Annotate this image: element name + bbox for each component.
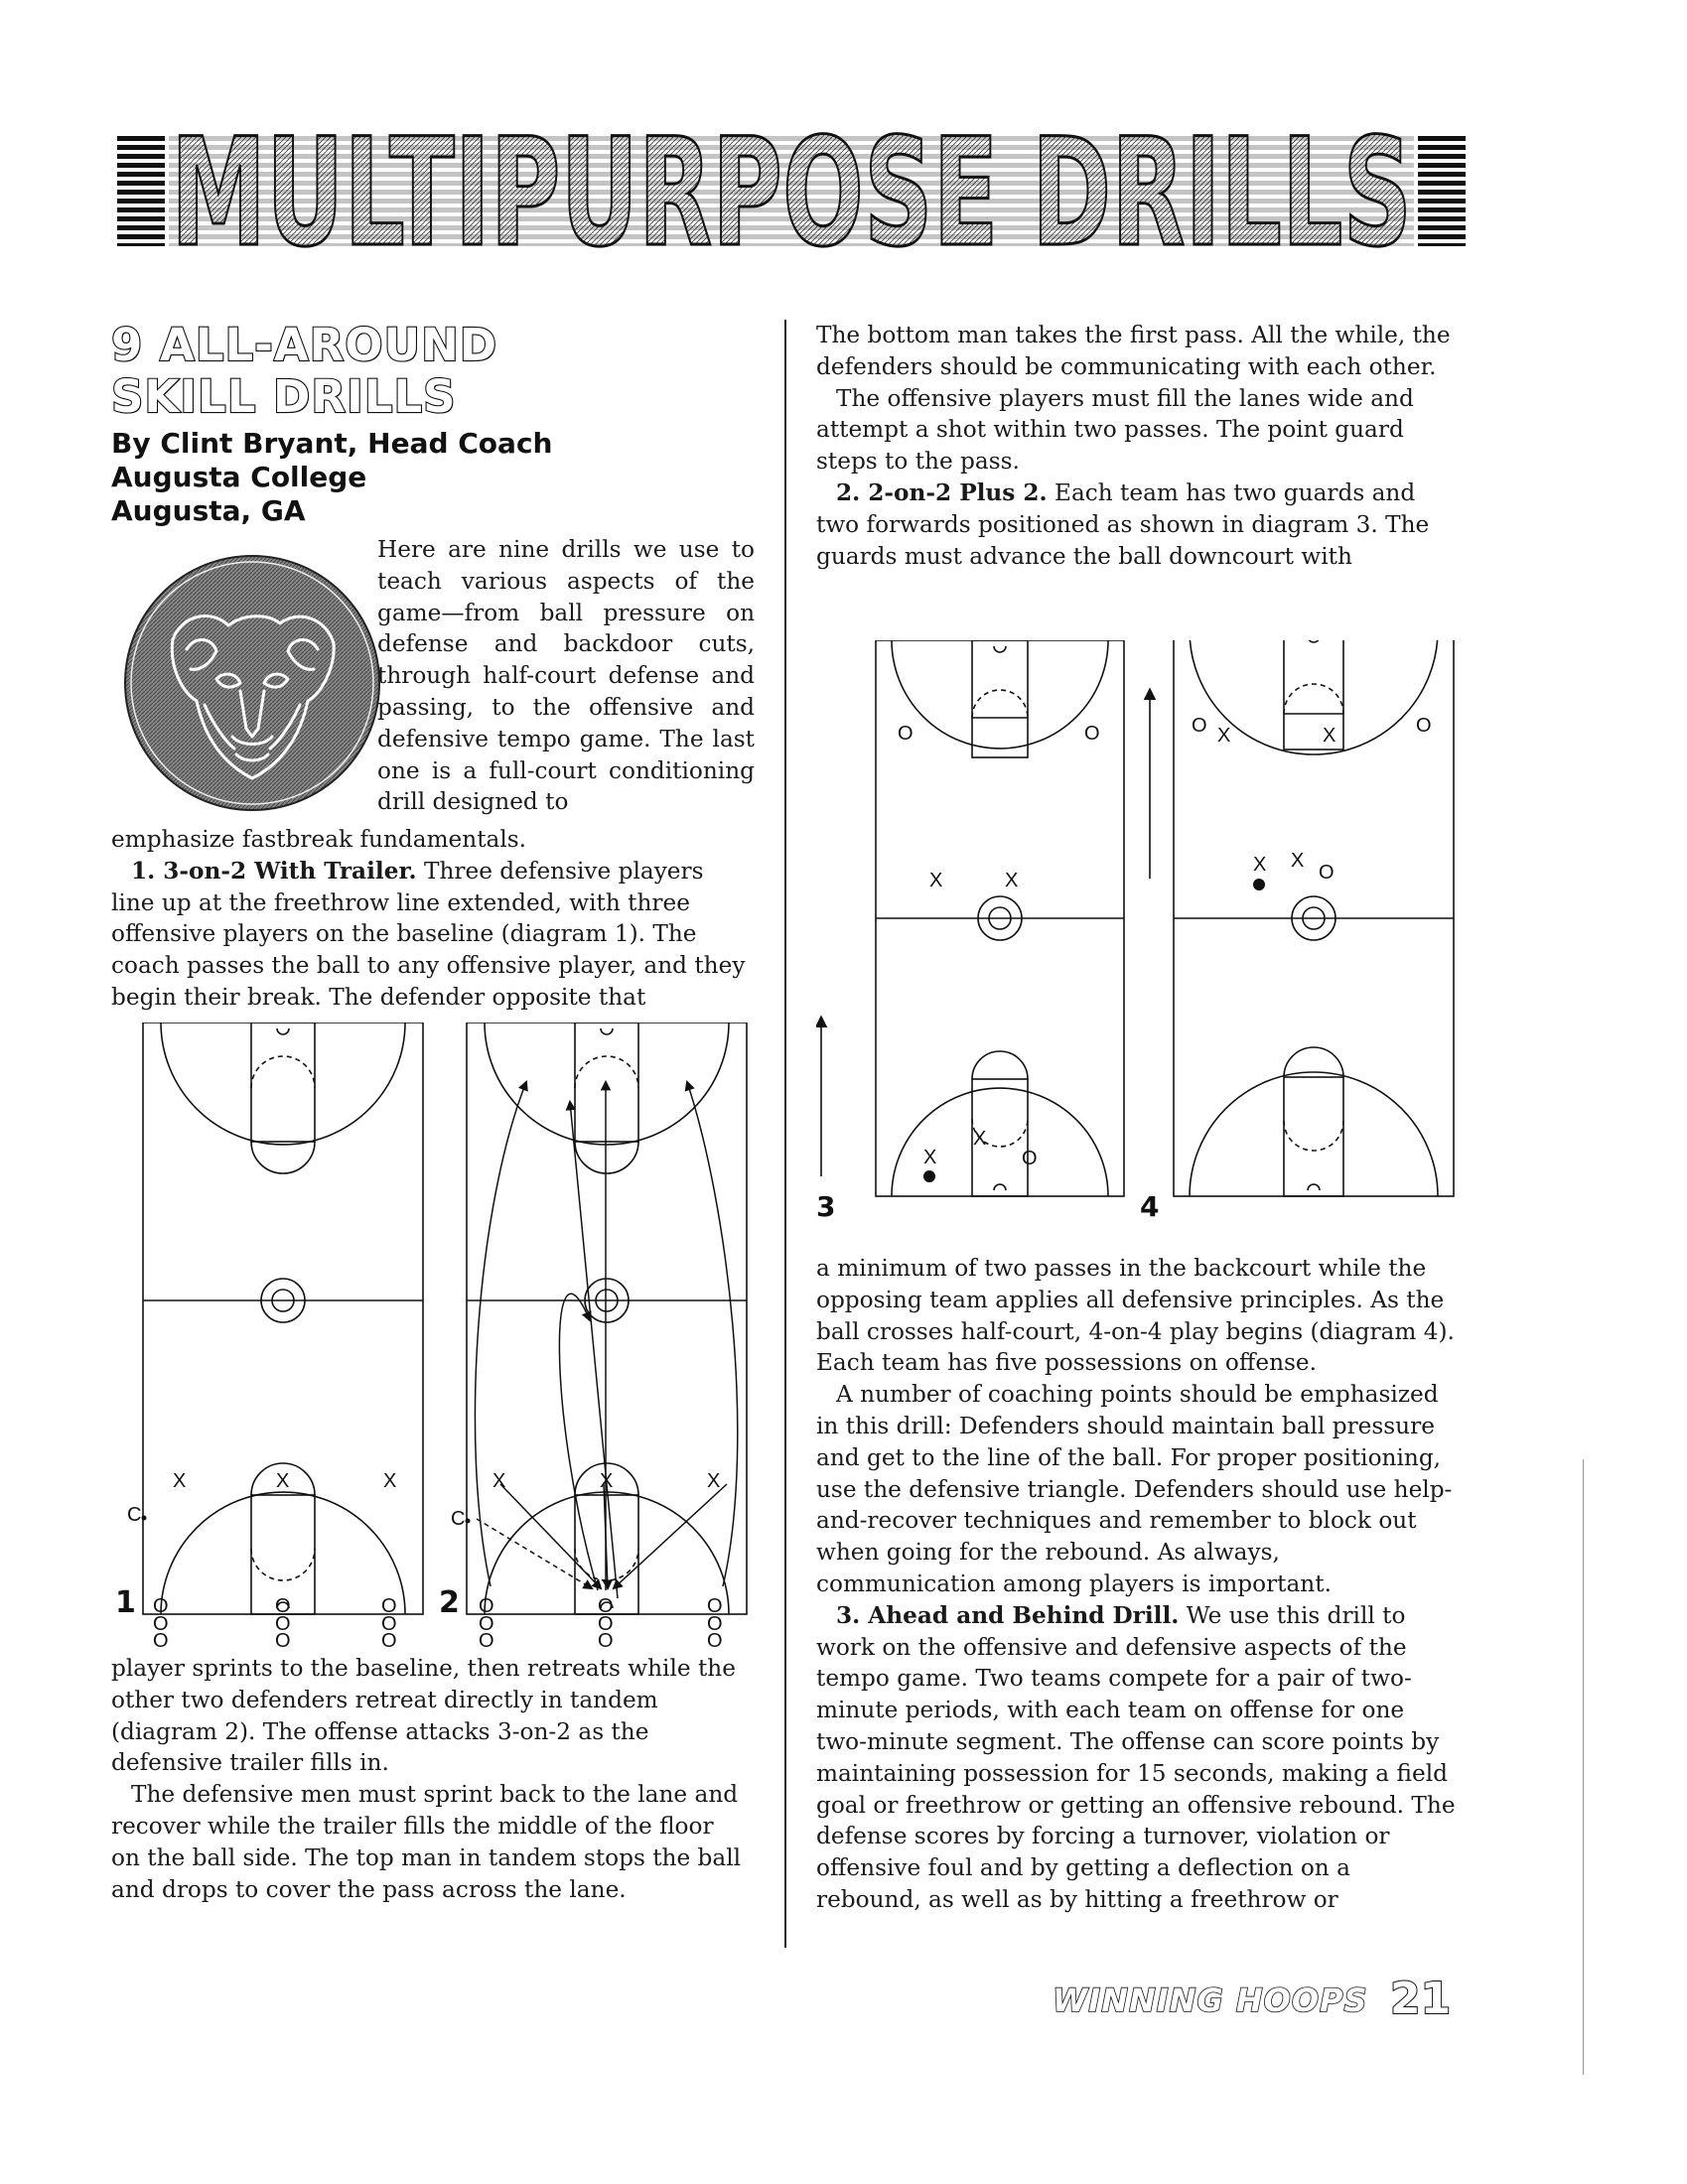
diagram-1-off-o1: O: [153, 1595, 169, 1617]
diagram-1-off-o2: O: [153, 1613, 169, 1635]
column2-top-text: [816, 320, 1462, 572]
diagram-4-top-x2: X: [1323, 725, 1336, 747]
diagram-4-mid-o: O: [1319, 862, 1335, 884]
diagram-1-labels: [115, 1470, 397, 1648]
diagram-2-off-o1: O: [479, 1595, 494, 1617]
diagram-2-off-o3: O: [479, 1630, 494, 1648]
diagram-3-number: 3: [816, 1190, 836, 1223]
column1-top-text: [111, 824, 747, 1014]
diagram-1-off-o8: O: [381, 1613, 397, 1635]
col2-paragraph4: A number of coaching points should be emphasized in this drill: Defenders should maintain ball pressure and get to the line of the ball. For proper positioning, use the defensive triangle. Defenders should use help-and-recover techniques and remember to block out when going for the rebound. As always, communication among players is important.: [816, 1381, 1453, 1597]
diagrams-1-2: [111, 1023, 757, 1648]
page-footer: [1053, 1974, 1470, 2033]
article-headline-line1: 9 ALL-AROUND: [111, 319, 498, 371]
diagram-2-off-o7: O: [707, 1595, 723, 1617]
diagram-3-top-x1: X: [929, 870, 943, 891]
diagram-4-mid-x1: X: [1253, 854, 1267, 876]
drill3-paragraph: [816, 1600, 1462, 1916]
column2-bottom-text: [816, 1253, 1462, 1916]
drill1-label: 1. 3-on-2 With Trailer.: [131, 857, 417, 885]
byline-location: Augusta, GA: [111, 494, 306, 527]
diagram-1-def-x2: X: [276, 1470, 290, 1492]
diagram-4-top-o2: O: [1416, 715, 1432, 737]
diagram-3-top-o2: O: [1084, 723, 1100, 745]
left-column: [111, 319, 755, 1014]
intro-paragraph-wrapped: Here are nine drills we use to teach various aspects of the game—from ball pressure on defense and backdoor cuts, through half-court defense and passing, to the offensive and defensive tempo game. The last one is a full-court conditioning drill designed to: [377, 536, 755, 816]
diagram-1-coach: C: [127, 1504, 142, 1526]
diagram-4-top-x1: X: [1217, 725, 1231, 747]
col2-paragraph1: The bottom man takes the first pass. All the while, the defenders should be communicating with each other.: [816, 322, 1451, 380]
magazine-title: WINNING HOOPS: [1053, 1981, 1368, 2019]
diagram-1: [143, 1023, 423, 1614]
drill2-label: 2. 2-on-2 Plus 2.: [836, 478, 1048, 506]
diagram-1-number: 1: [115, 1585, 136, 1620]
diagram-3-bot-o1: O: [1022, 1148, 1038, 1169]
drill1-paragraph: [111, 856, 747, 1014]
diagram-1-off-o5: O: [275, 1613, 291, 1635]
diagram-3-bot-x1: X: [923, 1147, 937, 1168]
drill2-text: Each team has two guards and two forwards positioned as shown in diagram 3. The guards must advance the ball downcourt with: [816, 478, 1430, 570]
diagram-1-off-o9: O: [381, 1630, 397, 1648]
article-headline-line2: SKILL DRILLS: [111, 370, 457, 423]
diagram-2-def-x1: X: [492, 1470, 506, 1492]
diagram-3-labels: [816, 723, 1100, 1223]
diagram-1-off-o7: O: [381, 1595, 397, 1617]
diagram-2-off-o4: O: [598, 1595, 614, 1617]
diagram-2-off-o6: O: [598, 1630, 614, 1648]
col2-paragraph2: The offensive players must fill the lanes wide and attempt a shot within two passes. The point guard steps to the pass.: [816, 384, 1414, 476]
col1-paragraph2: The defensive men must sprint back to the lane and recover while the trailer fills the middle of the floor on the ball side. The top man in tandem stops the ball and drops to cover the pass across the lane.: [111, 1781, 742, 1903]
diagram-2-number: 2: [439, 1585, 460, 1620]
diagram-4-mid-x2: X: [1291, 850, 1305, 872]
diagram-1-off-o6: O: [275, 1630, 291, 1648]
diagram-3: [821, 640, 1124, 1196]
diagram-2-off-o9: O: [707, 1630, 723, 1648]
diagram-2-off-o8: O: [707, 1613, 723, 1635]
diagram-2-off-o2: O: [479, 1613, 494, 1635]
byline-author: By Clint Bryant, Head Coach: [111, 427, 553, 460]
diagram-2-labels: [439, 1470, 723, 1648]
drill3-text: We use this drill to work on the offensive and defensive aspects of the tempo game. Two teams compete for a pair of two-minute periods, with each team on offense for one two-minute segment. The offense can score points by maintaining possession for 15 seconds, making a field goal or freethrow or getting an offensive rebound. The defense scores by forcing a turnover, violation or offensive foul and by getting a deflection on a rebound, as well as by hitting a freethrow or: [816, 1601, 1456, 1913]
diagram-2-coach: C: [451, 1508, 466, 1530]
diagram-2-def-x3: X: [707, 1470, 721, 1492]
col1-continuation: player sprints to the baseline, then retreats while the other two defenders retreat directly in tandem (diagram 2). The offense attacks 3-on-2 as the defensive trailer fills in.: [111, 1655, 736, 1777]
diagram-2-def-x2: X: [600, 1470, 614, 1492]
diagram-3-top-x2: X: [1005, 870, 1019, 891]
diagram-2-off-o5: O: [598, 1613, 614, 1635]
diagram-2: [467, 1023, 747, 1614]
diagram-4-top-o1: O: [1192, 715, 1207, 737]
drill2-paragraph: [816, 478, 1462, 572]
banner-title: MULTIPURPOSE DRILLS: [171, 127, 1412, 254]
col2-continuation: a minimum of two passes in the backcourt while the opposing team applies all defensive principles. As the ball crosses half-court, 4-on-4 play begins (diagram 4). Each team has five possessions on offense.: [816, 1255, 1455, 1377]
banner-graphic: [117, 127, 1466, 254]
drill1-text: Three defensive players line up at the freethrow line extended, with three offensive players on the baseline (diagram 1). The coach passes the ball to any offensive player, and they begin their break. The defender opposite that: [111, 857, 746, 1011]
diagram-1-def-x3: X: [383, 1470, 397, 1492]
section-banner: [117, 127, 1466, 254]
diagram-4-number: 4: [1140, 1190, 1160, 1223]
column1-bottom-text: [111, 1653, 747, 1905]
byline-school: Augusta College: [111, 461, 367, 493]
intro-tail: emphasize fastbreak fundamentals.: [111, 826, 527, 853]
byline: [111, 427, 747, 528]
page-number: 21: [1390, 1974, 1452, 2024]
cougar-head-logo: [121, 552, 383, 814]
diagrams-3-4: [816, 640, 1462, 1226]
diagram-4-labels: [1140, 715, 1432, 1223]
diagram-1-off-o4: O: [275, 1595, 291, 1617]
diagram-1-off-o3: O: [153, 1630, 169, 1648]
diagram-1-def-x1: X: [173, 1470, 187, 1492]
diagram-3-bot-x2: X: [973, 1128, 987, 1150]
diagram-2-arrows: [475, 1082, 737, 1598]
margin-line: [1583, 1459, 1584, 2075]
intro-block: [111, 534, 755, 824]
column-divider: [784, 320, 786, 1948]
drill3-label: 3. Ahead and Behind Drill.: [836, 1601, 1180, 1629]
diagram-3-top-o1: O: [898, 723, 914, 745]
